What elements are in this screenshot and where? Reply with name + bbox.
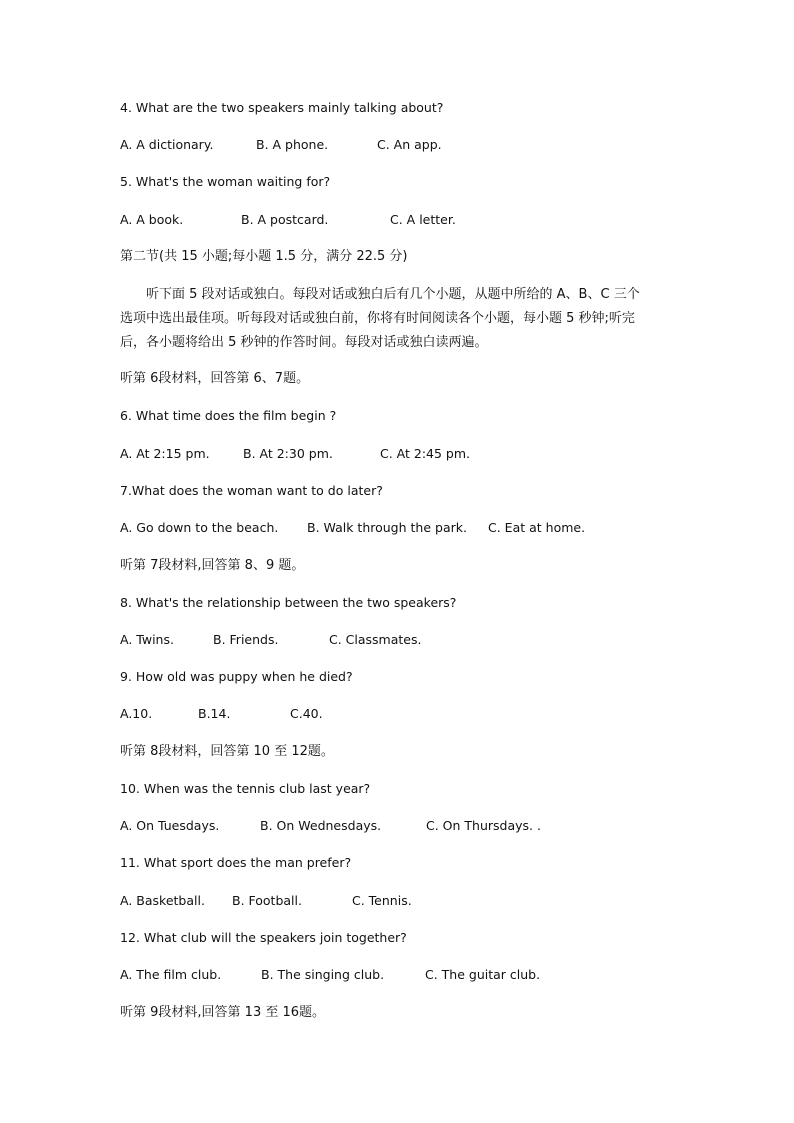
- q7-option-a: A. Go down to the beach.: [120, 520, 279, 535]
- instructions-line-1: 听下面 5 段对话或独白。每段对话或独白后有几个小题，从题中所给的 A、B、C 三个: [146, 287, 640, 302]
- material-7-prompt: 听第 7段材料,回答第 8、9 题。: [120, 558, 305, 573]
- q6-option-a: A. At 2:15 pm.: [120, 446, 210, 461]
- q9-option-c: C.40.: [290, 706, 323, 721]
- q5-option-a: A. A book.: [120, 212, 184, 227]
- q12-option-b: B. The singing club.: [261, 967, 385, 982]
- q9-option-a: A.10.: [120, 706, 153, 721]
- question-6-text: 6. What time does the film begin ?: [120, 408, 337, 423]
- material-9-prompt: 听第 9段材料,回答第 13 至 16题。: [120, 1005, 326, 1020]
- question-8-text: 8. What's the relationship between the two speakers?: [120, 595, 457, 610]
- q5-option-c: C. A letter.: [390, 212, 456, 227]
- q6-option-c: C. At 2:45 pm.: [380, 446, 471, 461]
- q6-option-b: B. At 2:30 pm.: [243, 446, 333, 461]
- q4-option-b: B. A phone.: [256, 137, 329, 152]
- q8-option-b: B. Friends.: [213, 632, 279, 647]
- q5-option-b: B. A postcard.: [241, 212, 329, 227]
- q12-option-a: A. The film club.: [120, 967, 222, 982]
- q11-option-c: C. Tennis.: [352, 893, 412, 908]
- q4-option-c: C. An app.: [377, 137, 442, 152]
- q12-option-c: C. The guitar club.: [425, 967, 541, 982]
- q8-option-a: A. Twins.: [120, 632, 174, 647]
- q10-option-a: A. On Tuesdays.: [120, 818, 220, 833]
- instructions-line-2: 选项中选出最佳项。听每段对话或独白前，你将有时间阅读各个小题，每小题 5 秒钟;听完: [120, 311, 635, 326]
- q8-option-c: C. Classmates.: [329, 632, 422, 647]
- question-10-text: 10. When was the tennis club last year?: [120, 781, 371, 796]
- q10-option-c: C. On Thursdays. .: [426, 818, 541, 833]
- material-6-prompt: 听第 6段材料，回答第 6、7题。: [120, 371, 310, 386]
- question-4-text: 4. What are the two speakers mainly talking about?: [120, 100, 444, 115]
- q10-option-b: B. On Wednesdays.: [260, 818, 382, 833]
- q11-option-a: A. Basketball.: [120, 893, 205, 908]
- q4-option-a: A. A dictionary.: [120, 137, 214, 152]
- section-heading: 第二节(共 15 小题;每小题 1.5 分，满分 22.5 分): [120, 249, 408, 264]
- question-5-text: 5. What's the woman waiting for?: [120, 174, 331, 189]
- q7-option-b: B. Walk through the park.: [307, 520, 467, 535]
- question-7-text: 7.What does the woman want to do later?: [120, 483, 383, 498]
- material-8-prompt: 听第 8段材料，回答第 10 至 12题。: [120, 744, 334, 759]
- question-11-text: 11. What sport does the man prefer?: [120, 855, 352, 870]
- question-12-text: 12. What club will the speakers join together?: [120, 930, 407, 945]
- q7-option-c: C. Eat at home.: [488, 520, 586, 535]
- q9-option-b: B.14.: [198, 706, 231, 721]
- question-9-text: 9. How old was puppy when he died?: [120, 669, 353, 684]
- section-instructions: [120, 283, 676, 355]
- instructions-line-3: 后，各小题将给出 5 秒钟的作答时间。每段对话或独白读两遍。: [120, 335, 488, 350]
- q11-option-b: B. Football.: [232, 893, 302, 908]
